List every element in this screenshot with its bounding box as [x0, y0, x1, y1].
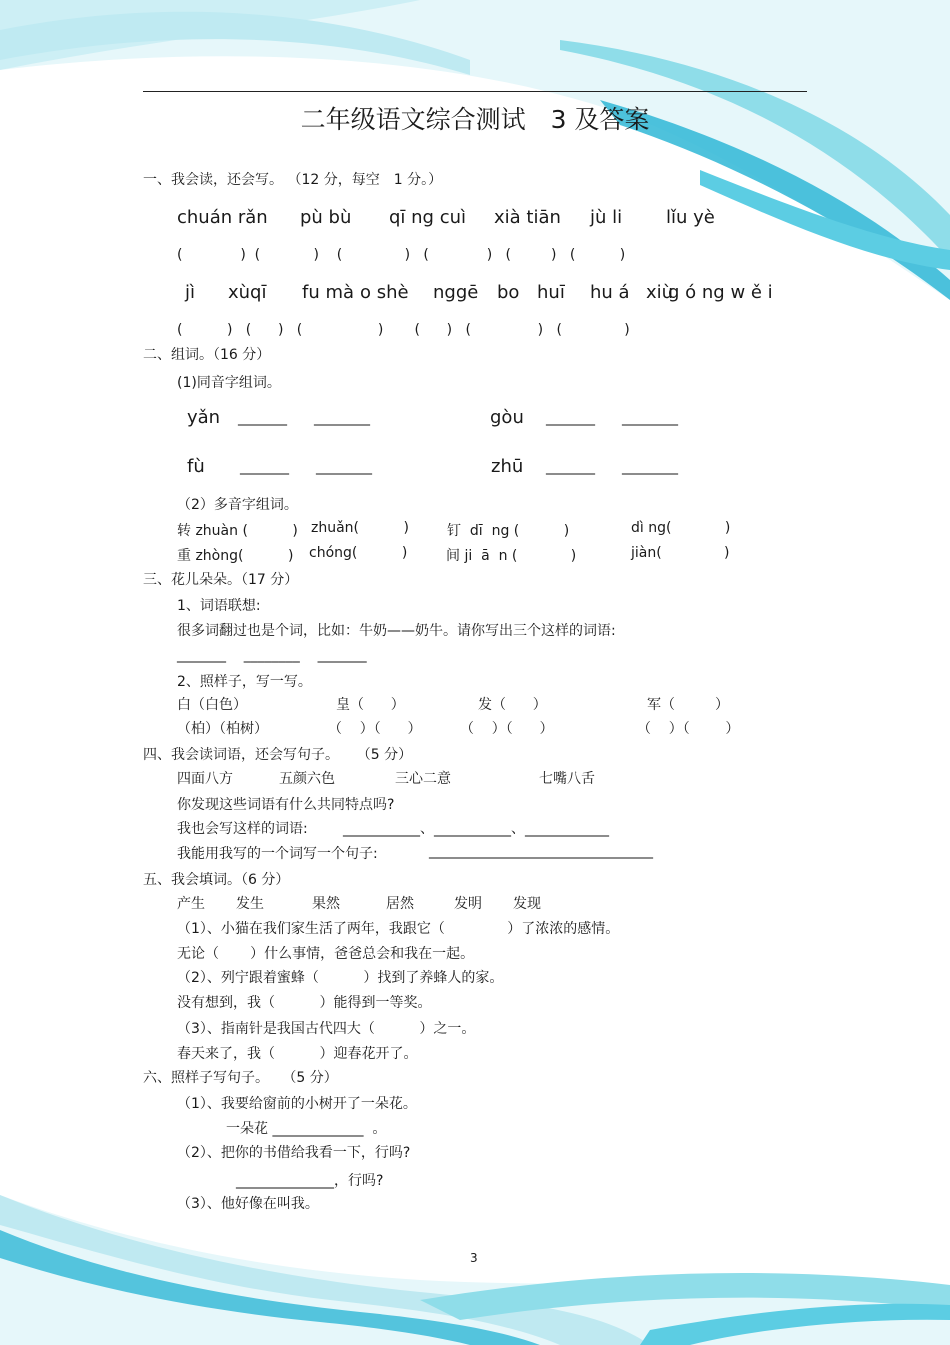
idiom: 四面八方: [177, 771, 233, 787]
example-sentence: （1）、我要给窗前的小树开了一朵花。: [177, 1096, 417, 1112]
pinyin-item: xià tiān: [494, 207, 561, 228]
polyphone-item: 重 zhòng( ): [177, 548, 294, 564]
sub-heading: 2、照样子，写一写。: [177, 674, 312, 690]
page-number: 3: [470, 1251, 478, 1265]
example-sentence: （3）、他好像在叫我。: [177, 1196, 319, 1212]
char-answer: （ ）（ ）: [637, 721, 740, 737]
pinyin-item: xùqī: [228, 282, 267, 303]
fill-sentence: （1）、小猫在我们家生活了两年，我跟它（ ）了浓浓的感情。: [177, 921, 620, 937]
section-2-heading: 二、组词。（16 分）: [143, 347, 271, 363]
pinyin-item: huī: [537, 282, 565, 303]
polyphone-item: dì ng( ): [631, 520, 731, 536]
polyphone-item: chóng( ): [309, 545, 408, 561]
fill-sentence: 春天来了，我（ ）迎春花开了。: [177, 1046, 418, 1062]
answer-blank: _______: [240, 459, 289, 475]
word-choice: 发现: [513, 896, 541, 912]
pinyin-item: bo: [497, 282, 520, 303]
word-choice: 产生: [177, 896, 205, 912]
question-text: 我也会写这样的词语:: [177, 821, 308, 837]
pinyin-item: xiù: [646, 282, 674, 303]
word-choice: 发明: [454, 896, 482, 912]
instruction-text: 很多词翻过也是个词，比如：牛奶——奶牛。请你写出三个这样的词语:: [177, 623, 616, 639]
fill-sentence: （2）、列宁跟着蜜蜂（ ）找到了养蜂人的家。: [177, 970, 504, 986]
question-text: 我能用我写的一个词写一个句子:: [177, 846, 378, 862]
answer-blank: ________: [622, 410, 678, 426]
char-answer: （ ）（ ）: [328, 721, 422, 737]
answer-blanks: _______ ________ _______: [177, 647, 367, 663]
answer-blank: _______: [546, 459, 595, 475]
char-answer: （ ）（ ）: [460, 721, 554, 737]
section-1-heading: 一、我会读，还会写。 （12 分，每空 1 分。）: [143, 172, 443, 188]
pinyin-fu: fù: [187, 456, 205, 477]
fill-sentence: 无论（ ）什么事情，爸爸总会和我在一起。: [177, 946, 475, 962]
pinyin-yan: yǎn: [187, 407, 221, 428]
section-3-heading: 三、花儿朵朵。（17 分）: [143, 572, 299, 588]
idiom: 七嘴八舌: [539, 771, 595, 787]
answer-parens: ( ) ( ) ( ) ( ) ( ) ( ): [177, 322, 630, 338]
answer-blank: ________: [622, 459, 678, 475]
answer-blank: ________: [316, 459, 372, 475]
pinyin-item: jì: [185, 282, 196, 303]
word-choice: 发生: [236, 896, 264, 912]
section-6-heading: 六、照样子写句子。 （5 分）: [143, 1070, 338, 1086]
polyphone-item: 钉 dī ng ( ): [447, 523, 570, 539]
page-title: 二年级语文综合测试 3 及答案: [300, 105, 650, 134]
polyphone-item: zhuǎn( ): [311, 520, 409, 536]
pinyin-item: chuán rǎn: [177, 207, 268, 228]
sub-heading: (1)同音字组词。: [177, 375, 281, 391]
pinyin-item: hu á: [590, 282, 630, 303]
pinyin-item: lǐu yè: [666, 207, 715, 228]
example-text: 白（白色）: [177, 697, 247, 713]
example-sentence: （2）、把你的书借给我看一下，行吗?: [177, 1145, 411, 1161]
section-4-heading: 四、我会读词语，还会写句子。 （5 分）: [143, 747, 413, 763]
answer-line: ______________，行吗?: [236, 1173, 384, 1189]
example-text: （柏）（柏树）: [177, 721, 268, 737]
answer-line: 一朵花 _____________ 。: [226, 1121, 387, 1137]
pinyin-item: fu mà: [302, 282, 355, 303]
polyphone-item: 间 ji ā n ( ): [446, 548, 577, 564]
answer-blank: _______: [238, 410, 287, 426]
pinyin-gou: gòu: [490, 407, 524, 428]
char-item: 发（ ）: [478, 697, 547, 713]
char-item: 皇（ ）: [336, 697, 405, 713]
top-rule: [143, 91, 807, 92]
word-choice: 果然: [312, 896, 340, 912]
answer-blank: ________________________________: [429, 843, 653, 859]
answer-parens: ( ) ( ) ( ) ( ) ( ) ( ): [177, 247, 626, 263]
fill-sentence: 没有想到，我（ ）能得到一等奖。: [177, 995, 432, 1011]
polyphone-item: jiàn( ): [631, 545, 730, 561]
answer-blank: ________: [314, 410, 370, 426]
pinyin-item: qī ng cuì: [389, 207, 467, 228]
char-item: 军（ ）: [647, 697, 730, 713]
question-text: 你发现这些词语有什么共同特点吗?: [177, 797, 395, 813]
pinyin-item: g ó ng w ě i: [668, 282, 773, 303]
answer-blanks: ___________、___________、____________: [343, 821, 609, 837]
pinyin-item: nggē: [433, 282, 479, 303]
pinyin-zhu: zhū: [491, 456, 524, 477]
word-choice: 居然: [386, 896, 414, 912]
polyphone-item: 转 zhuàn ( ): [177, 523, 298, 539]
idiom: 三心二意: [395, 771, 451, 787]
fill-sentence: （3）、指南针是我国古代四大（ ）之一。: [177, 1021, 476, 1037]
pinyin-item: o shè: [360, 282, 409, 303]
section-5-heading: 五、我会填词。（6 分）: [143, 872, 290, 888]
pinyin-item: pù bù: [300, 207, 352, 228]
pinyin-item: jù li: [590, 207, 623, 228]
answer-blank: _______: [546, 410, 595, 426]
sub-heading: （2）多音字组词。: [177, 497, 298, 513]
sub-heading: 1、词语联想:: [177, 598, 261, 614]
idiom: 五颜六色: [279, 771, 335, 787]
